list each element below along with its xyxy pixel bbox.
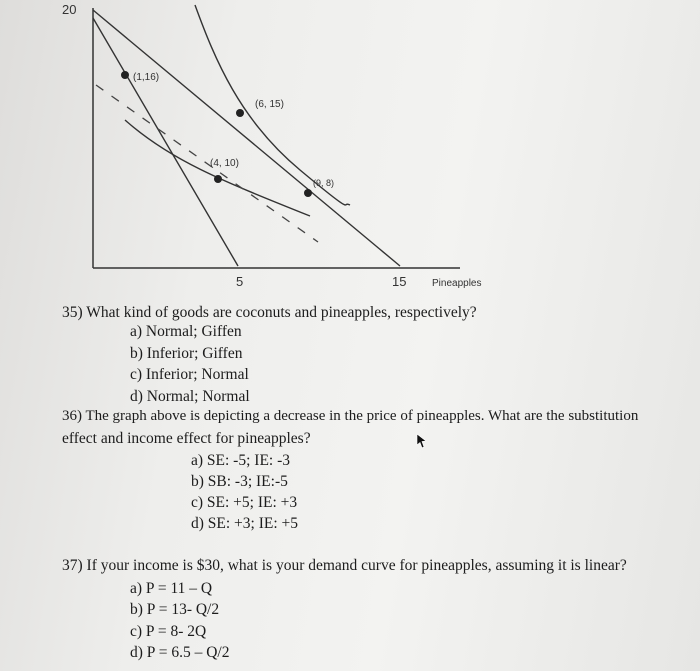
question-35: 35) What kind of goods are coconuts and pineapples, respectively? — [62, 304, 477, 321]
x-tick-5: 5 — [236, 274, 244, 289]
question-36-line1: 36) The graph above is depicting a decrease in the price of pineapples. What are the substitution — [62, 408, 639, 424]
q36-option-a: a) SE: -5; IE: -3 — [191, 452, 291, 469]
q37-option-b: b) P = 13- Q/2 — [130, 601, 220, 618]
point-9-8 — [304, 189, 312, 197]
mouse-cursor-icon — [414, 432, 430, 450]
question-37: 37) If your income is $30, what is your demand curve for pineapples, assuming it is linear? — [62, 557, 627, 574]
point-4-10 — [214, 175, 222, 183]
label-1-16: (1,16) — [133, 72, 160, 83]
point-1-16 — [121, 71, 129, 79]
x-axis-label: Pineapples — [432, 278, 482, 289]
q37-option-a: a) P = 11 – Q — [130, 580, 213, 597]
q35-option-d: d) Normal; Normal — [130, 388, 250, 405]
label-6-15: (6, 15) — [255, 99, 284, 110]
q35-option-a: a) Normal; Giffen — [130, 323, 242, 340]
q37-option-d: d) P = 6.5 – Q/2 — [130, 644, 230, 661]
q37-option-c: c) P = 8- 2Q — [130, 623, 207, 640]
x-tick-15: 15 — [392, 274, 407, 289]
budget-line-original — [93, 18, 238, 266]
label-9-8: (9, 8) — [313, 178, 335, 188]
compensated-budget-line — [96, 85, 318, 242]
question-36-line2: effect and income effect for pineapples? — [62, 430, 311, 447]
q35-option-c: c) Inferior; Normal — [130, 366, 249, 383]
point-6-15 — [236, 109, 244, 117]
budget-line-new — [93, 10, 400, 266]
q35-option-b: b) Inferior; Giffen — [130, 345, 243, 362]
q36-option-c: c) SE: +5; IE: +3 — [191, 494, 298, 511]
q36-option-b: b) SB: -3; IE:-5 — [191, 473, 288, 490]
q36-option-d: d) SE: +3; IE: +5 — [191, 515, 299, 532]
indifference-curve-graph — [0, 0, 700, 300]
y-tick-20: 20 — [62, 2, 77, 17]
label-4-10: (4, 10) — [210, 158, 239, 169]
